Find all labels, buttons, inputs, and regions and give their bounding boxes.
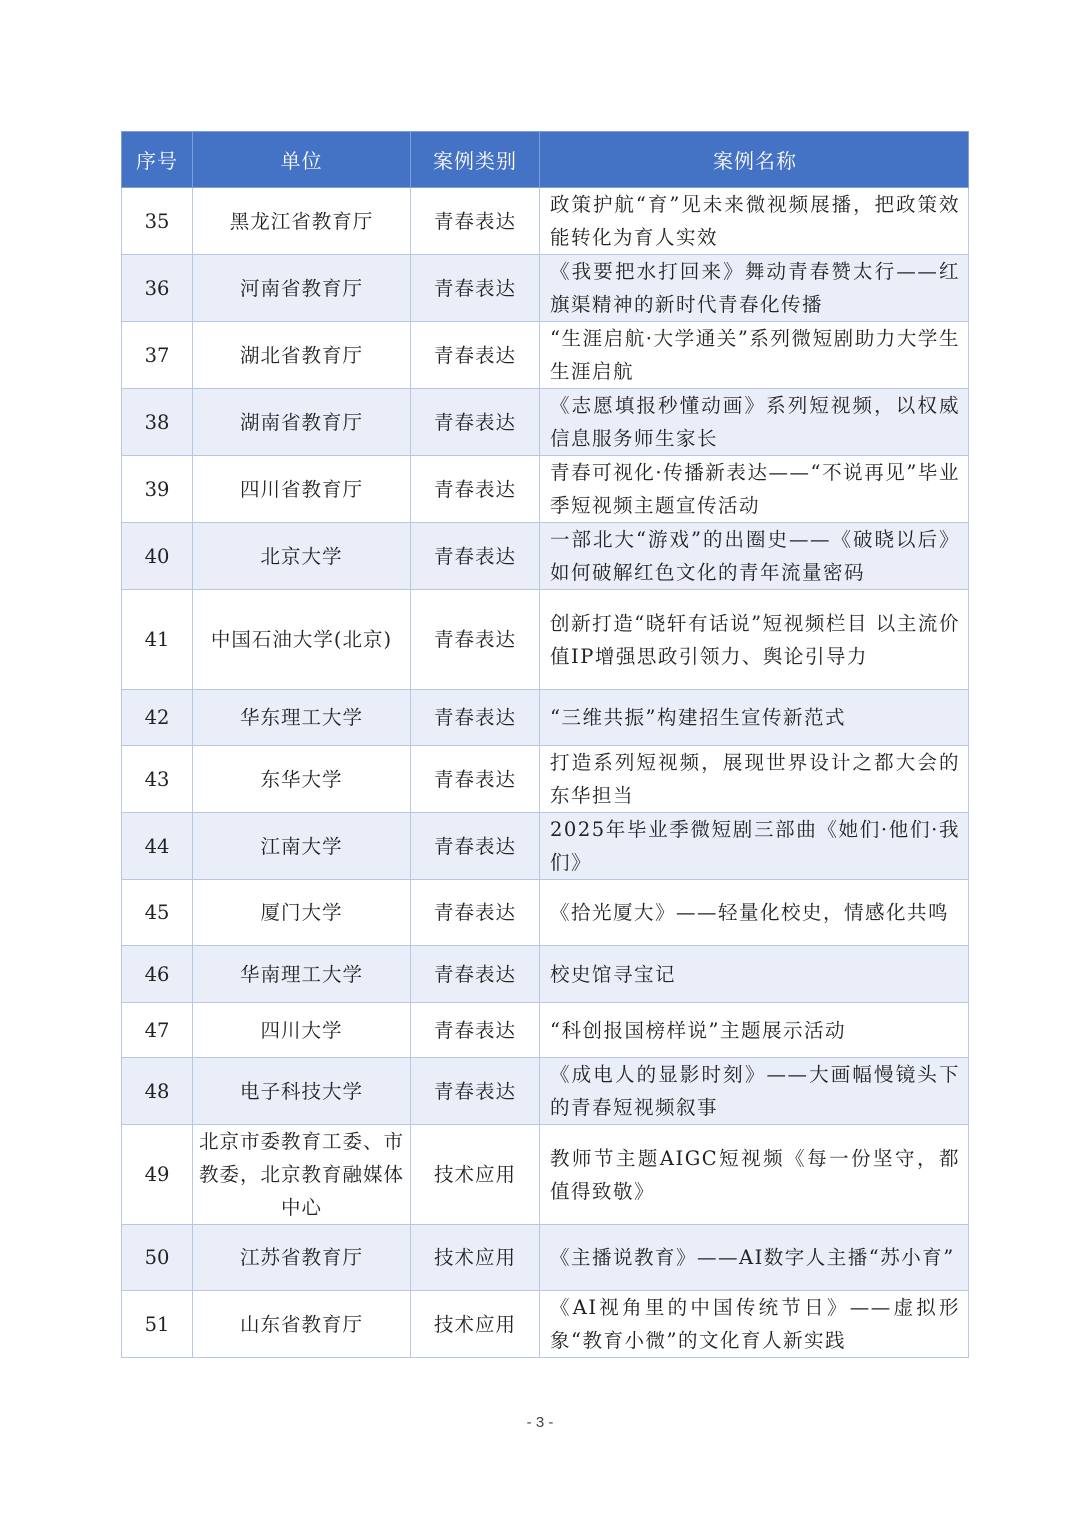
- cell-unit: 山东省教育厅: [193, 1291, 411, 1358]
- cell-category: 青春表达: [411, 1003, 540, 1058]
- cell-case-name: 《主播说教育》——AI数字人主播“苏小育”: [540, 1225, 969, 1291]
- cell-index: 44: [122, 813, 193, 880]
- cell-category: 青春表达: [411, 255, 540, 322]
- cell-case-name: “生涯启航·大学通关”系列微短剧助力大学生生涯启航: [540, 322, 969, 389]
- cell-category: 青春表达: [411, 389, 540, 456]
- cell-unit: 江南大学: [193, 813, 411, 880]
- cell-index: 40: [122, 523, 193, 590]
- cell-case-name: 《AI视角里的中国传统节日》——虚拟形象“教育小微”的文化育人新实践: [540, 1291, 969, 1358]
- header-index: 序号: [122, 132, 193, 188]
- cell-case-name: “科创报国榜样说”主题展示活动: [540, 1003, 969, 1058]
- cell-category: 青春表达: [411, 746, 540, 813]
- cell-category: 青春表达: [411, 523, 540, 590]
- cell-case-name: 教师节主题AIGC短视频《每一份坚守，都值得致敬》: [540, 1125, 969, 1225]
- cell-category: 青春表达: [411, 690, 540, 746]
- table-row: [122, 1058, 969, 1125]
- cell-index: 47: [122, 1003, 193, 1058]
- case-list-table: [121, 131, 969, 1358]
- table-header-row: [122, 132, 969, 188]
- header-category: 案例类别: [411, 132, 540, 188]
- cell-index: 35: [122, 188, 193, 255]
- cell-index: 43: [122, 746, 193, 813]
- cell-category: 青春表达: [411, 813, 540, 880]
- cell-case-name: 《我要把水打回来》舞动青春赞太行——红旗渠精神的新时代青春化传播: [540, 255, 969, 322]
- table-row: [122, 255, 969, 322]
- cell-unit: 华南理工大学: [193, 946, 411, 1003]
- table-row: [122, 880, 969, 946]
- cell-category: 技术应用: [411, 1125, 540, 1225]
- cell-index: 42: [122, 690, 193, 746]
- cell-category: 技术应用: [411, 1225, 540, 1291]
- cell-case-name: 《成电人的显影时刻》——大画幅慢镜头下的青春短视频叙事: [540, 1058, 969, 1125]
- header-case-name: 案例名称: [540, 132, 969, 188]
- table-row: [122, 746, 969, 813]
- cell-unit: 北京大学: [193, 523, 411, 590]
- cell-category: 青春表达: [411, 322, 540, 389]
- cell-index: 39: [122, 456, 193, 523]
- cell-category: 青春表达: [411, 946, 540, 1003]
- cell-unit: 湖北省教育厅: [193, 322, 411, 389]
- cell-index: 41: [122, 590, 193, 690]
- table-row: [122, 590, 969, 690]
- cell-index: 51: [122, 1291, 193, 1358]
- header-unit: 单位: [193, 132, 411, 188]
- page-number: - 3 -: [526, 1414, 554, 1431]
- table-row: [122, 1291, 969, 1358]
- table-row: [122, 813, 969, 880]
- cell-index: 45: [122, 880, 193, 946]
- cell-case-name: 一部北大“游戏”的出圈史——《破晓以后》如何破解红色文化的青年流量密码: [540, 523, 969, 590]
- cell-index: 50: [122, 1225, 193, 1291]
- cell-unit: 中国石油大学(北京): [193, 590, 411, 690]
- cell-unit: 电子科技大学: [193, 1058, 411, 1125]
- table-row: [122, 1003, 969, 1058]
- cell-index: 36: [122, 255, 193, 322]
- cell-case-name: 校史馆寻宝记: [540, 946, 969, 1003]
- cell-unit: 华东理工大学: [193, 690, 411, 746]
- cell-case-name: 创新打造“晓轩有话说”短视频栏目 以主流价值IP增强思政引领力、舆论引导力: [540, 590, 969, 690]
- cell-category: 青春表达: [411, 880, 540, 946]
- cell-category: 青春表达: [411, 1058, 540, 1125]
- cell-unit: 东华大学: [193, 746, 411, 813]
- cell-case-name: 《志愿填报秒懂动画》系列短视频，以权威信息服务师生家长: [540, 389, 969, 456]
- table-row: [122, 389, 969, 456]
- table-row: [122, 1225, 969, 1291]
- cell-case-name: 打造系列短视频，展现世界设计之都大会的东华担当: [540, 746, 969, 813]
- table-row: [122, 456, 969, 523]
- cell-case-name: 2025年毕业季微短剧三部曲《她们·他们·我们》: [540, 813, 969, 880]
- cell-case-name: 青春可视化·传播新表达——“不说再见”毕业季短视频主题宣传活动: [540, 456, 969, 523]
- cell-index: 37: [122, 322, 193, 389]
- table-row: [122, 946, 969, 1003]
- cell-index: 46: [122, 946, 193, 1003]
- cell-index: 49: [122, 1125, 193, 1225]
- cell-category: 青春表达: [411, 590, 540, 690]
- cell-index: 38: [122, 389, 193, 456]
- table-row: [122, 322, 969, 389]
- cell-unit: 湖南省教育厅: [193, 389, 411, 456]
- cell-case-name: “三维共振”构建招生宣传新范式: [540, 690, 969, 746]
- cell-unit: 厦门大学: [193, 880, 411, 946]
- cell-category: 技术应用: [411, 1291, 540, 1358]
- table-row: [122, 188, 969, 255]
- cell-unit: 四川省教育厅: [193, 456, 411, 523]
- cell-category: 青春表达: [411, 188, 540, 255]
- table-row: [122, 523, 969, 590]
- cell-unit: 河南省教育厅: [193, 255, 411, 322]
- cell-category: 青春表达: [411, 456, 540, 523]
- table-row: [122, 690, 969, 746]
- cell-unit: 黑龙江省教育厅: [193, 188, 411, 255]
- cell-unit: 四川大学: [193, 1003, 411, 1058]
- cell-unit: 江苏省教育厅: [193, 1225, 411, 1291]
- table-row: [122, 1125, 969, 1225]
- cell-case-name: 政策护航“育”见未来微视频展播，把政策效能转化为育人实效: [540, 188, 969, 255]
- cell-case-name: 《拾光厦大》——轻量化校史，情感化共鸣: [540, 880, 969, 946]
- table-body: [122, 188, 969, 1358]
- cell-unit: 北京市委教育工委、市教委，北京教育融媒体中心: [193, 1125, 411, 1225]
- cell-index: 48: [122, 1058, 193, 1125]
